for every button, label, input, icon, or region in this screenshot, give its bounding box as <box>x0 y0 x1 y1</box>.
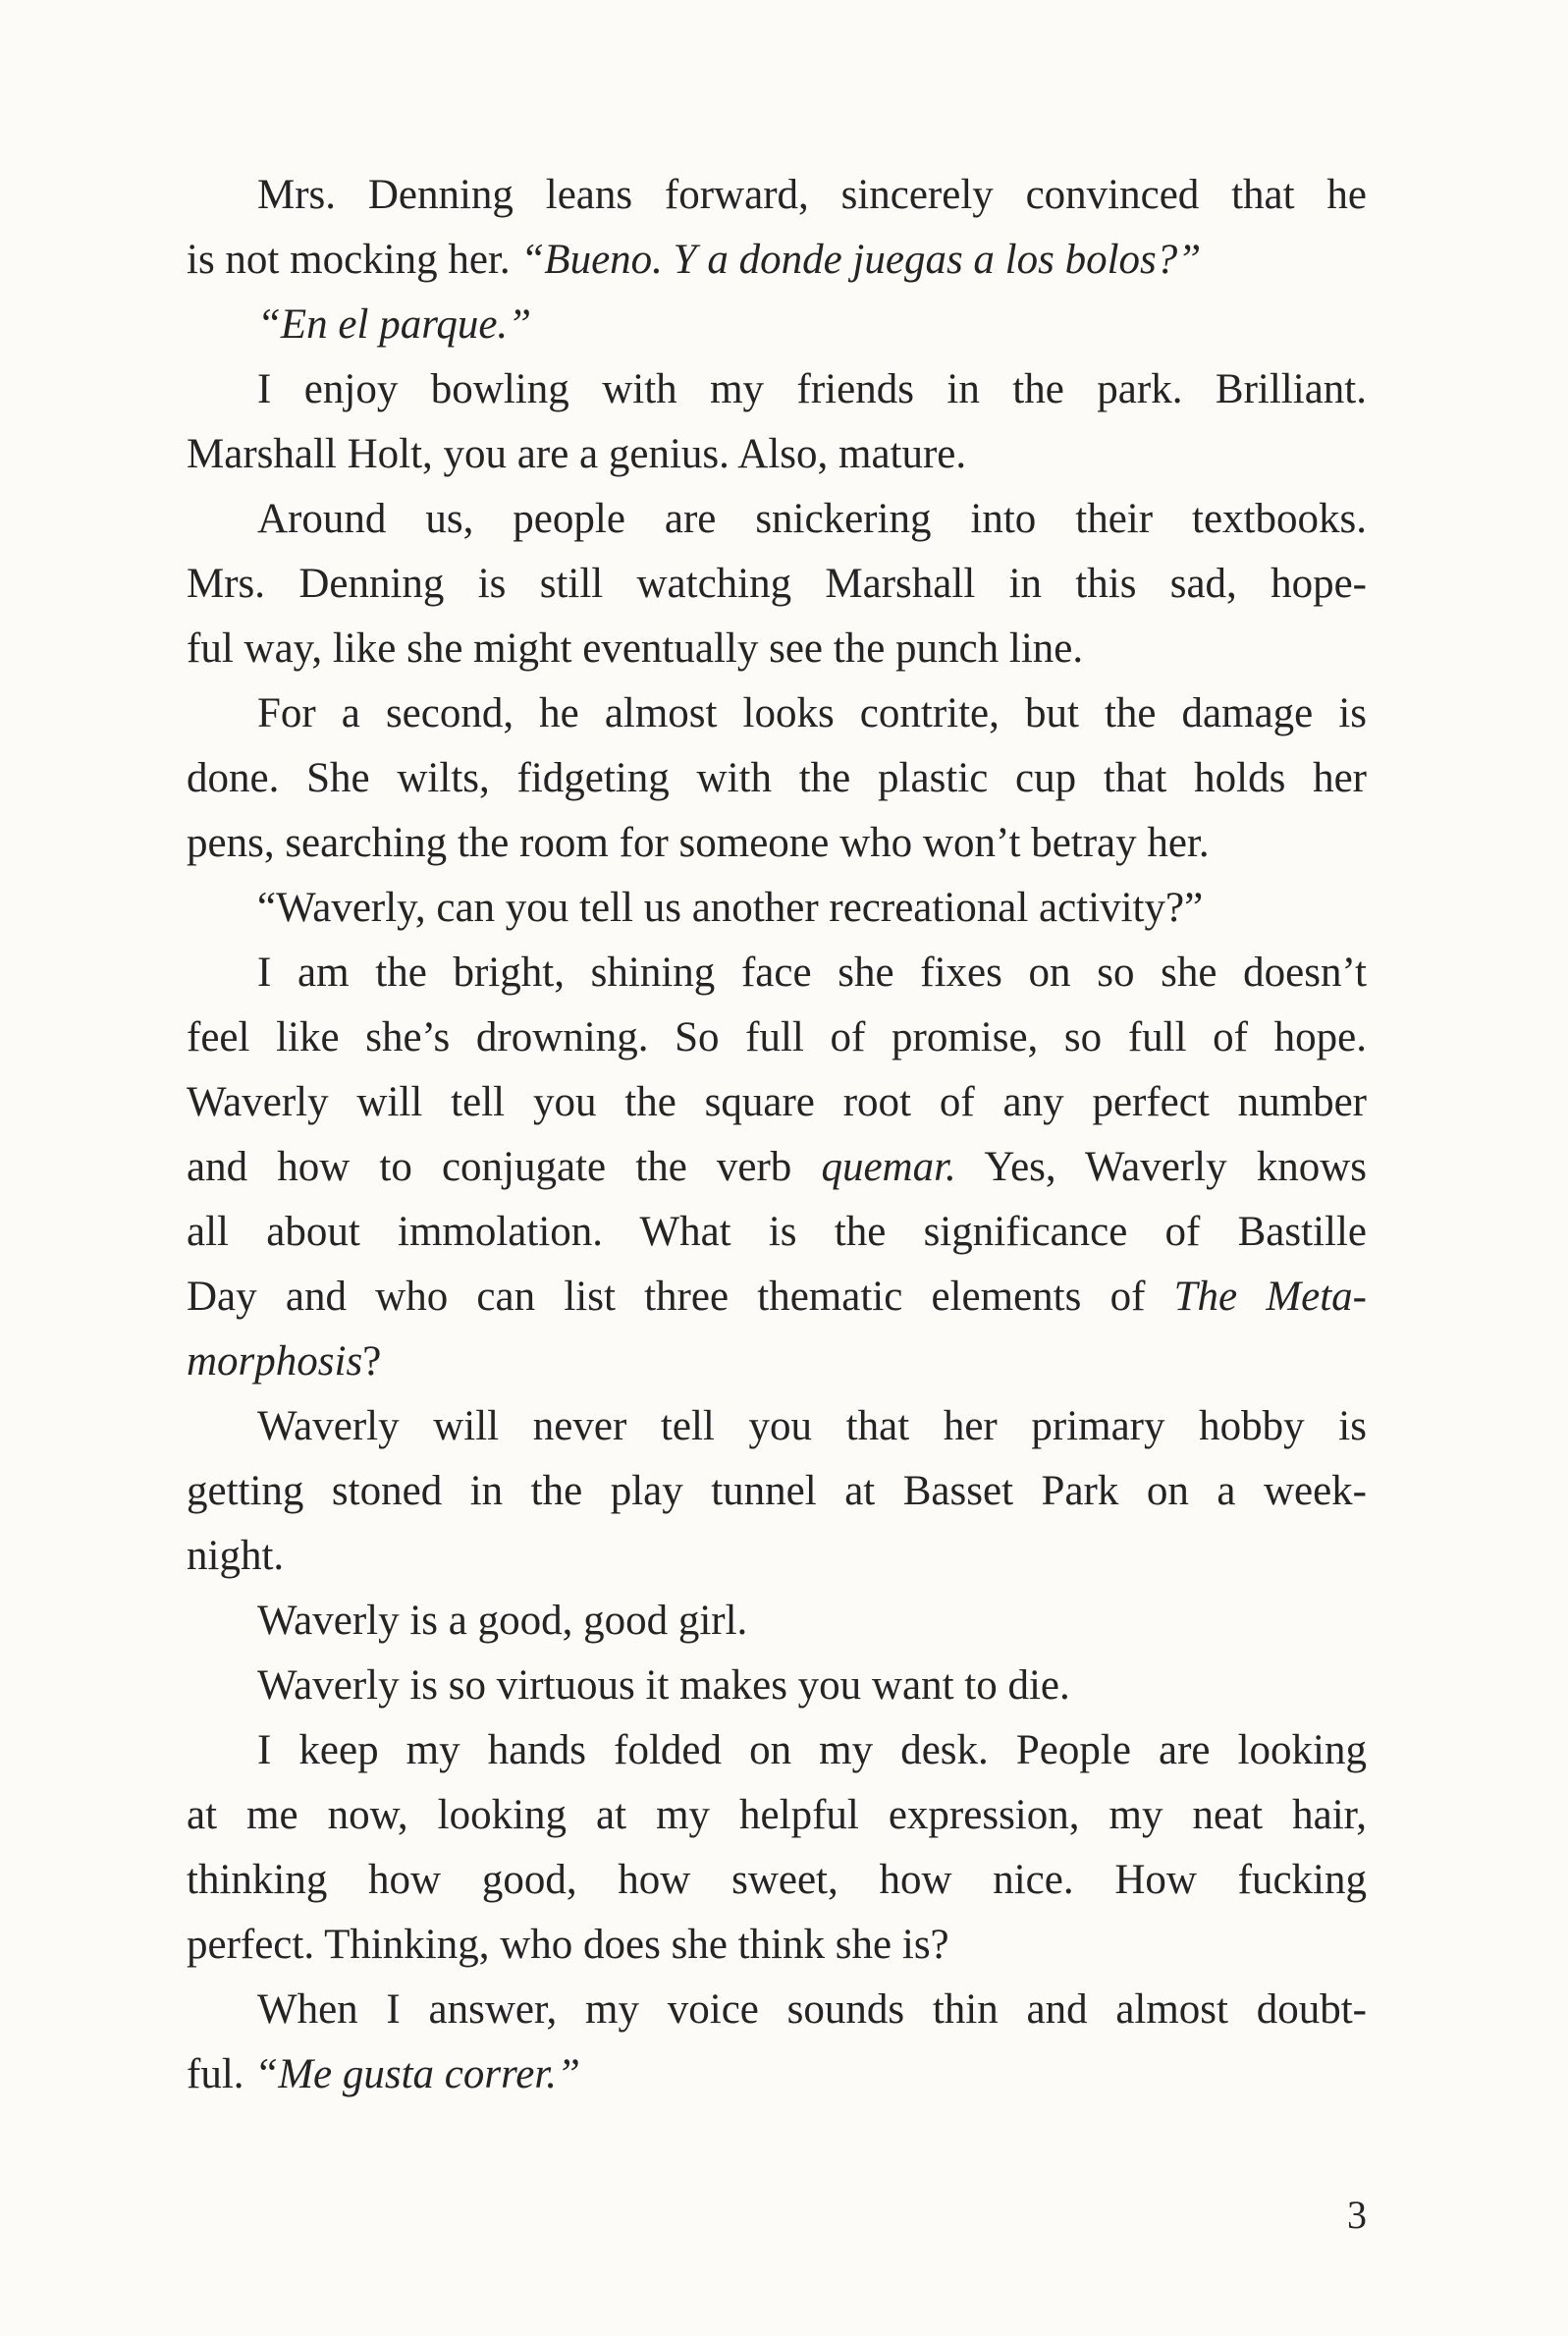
text-span: done. She wilts, fidgeting with the plastic cup that holds her <box>187 755 1367 801</box>
text-line <box>187 293 1367 357</box>
text-span: Waverly will never tell you that her primary hobby is <box>257 1403 1367 1449</box>
text-span: “Waverly, can you tell us another recreational activity?” <box>257 885 1204 931</box>
text-line <box>187 746 1367 811</box>
text-line <box>187 1524 1367 1589</box>
italic-text: quemar. <box>821 1144 956 1190</box>
text-line <box>187 1265 1367 1330</box>
text-span: and how to conjugate the verb <box>187 1144 822 1190</box>
text-span: Mrs. Denning is still watching Marshall in this sad, hope- <box>187 561 1367 607</box>
text-span: I am the bright, shining face she fixes on so she doesn’t <box>257 950 1367 996</box>
text-line <box>187 1718 1367 1783</box>
text-span: Waverly is so virtuous it makes you want to die. <box>257 1662 1070 1709</box>
text-line <box>187 876 1367 941</box>
text-span: I enjoy bowling with my friends in the park. Brilliant. <box>257 366 1367 412</box>
italic-text: “Bueno. Y a donde juegas a los bolos?” <box>520 237 1202 283</box>
text-span: is not mocking her. <box>187 237 521 283</box>
text-line <box>187 1589 1367 1654</box>
italic-text: “En el parque.” <box>257 301 532 348</box>
body-text <box>187 163 1367 2107</box>
text-line <box>187 1005 1367 1070</box>
page-number: 3 <box>1347 2193 1367 2237</box>
text-span: pens, searching the room for someone who won’t betray her. <box>187 820 1210 866</box>
text-line <box>187 1330 1367 1394</box>
text-line <box>187 487 1367 552</box>
text-line <box>187 357 1367 422</box>
text-line <box>187 1913 1367 1978</box>
text-span: ? <box>362 1338 382 1385</box>
text-line <box>187 422 1367 487</box>
text-span: Day and who can list three thematic elements of <box>187 1274 1174 1320</box>
text-line <box>187 1783 1367 1848</box>
text-span: ful way, like she might eventually see the punch line. <box>187 625 1084 672</box>
text-line <box>187 1394 1367 1459</box>
italic-text: The Meta- <box>1173 1274 1367 1320</box>
text-span: Marshall Holt, you are a genius. Also, mature. <box>187 431 967 477</box>
text-line <box>187 1654 1367 1718</box>
text-span: Waverly will tell you the square root of any perfect number <box>187 1079 1367 1125</box>
text-line <box>187 681 1367 746</box>
text-span: perfect. Thinking, who does she think she is? <box>187 1922 949 1968</box>
text-line <box>187 1200 1367 1265</box>
text-line <box>187 163 1367 228</box>
text-span: getting stoned in the play tunnel at Basset Park on a week- <box>187 1468 1367 1514</box>
text-span: For a second, he almost looks contrite, but the damage is <box>257 690 1367 736</box>
text-line <box>187 1978 1367 2042</box>
text-span: thinking how good, how sweet, how nice. How fucking <box>187 1857 1367 1903</box>
text-span: Waverly is a good, good girl. <box>257 1598 748 1644</box>
text-line <box>187 1459 1367 1524</box>
text-line <box>187 2042 1367 2107</box>
text-span: When I answer, my voice sounds thin and almost doubt- <box>257 1986 1367 2033</box>
italic-text: “Me gusta correr.” <box>254 2051 580 2097</box>
text-span: feel like she’s drowning. So full of promise, so full of hope. <box>187 1014 1367 1060</box>
text-span: night. <box>187 1533 285 1579</box>
text-span: Around us, people are snickering into their textbooks. <box>257 496 1367 542</box>
text-line <box>187 811 1367 876</box>
text-span: I keep my hands folded on my desk. People are looking <box>257 1727 1367 1773</box>
text-span: at me now, looking at my helpful expression, my neat hair, <box>187 1792 1367 1838</box>
text-line <box>187 617 1367 681</box>
text-line <box>187 228 1367 293</box>
text-span: Yes, Waverly knows <box>955 1144 1367 1190</box>
text-line <box>187 552 1367 617</box>
text-span: Mrs. Denning leans forward, sincerely convinced that he <box>257 172 1367 218</box>
text-line <box>187 941 1367 1005</box>
text-line <box>187 1848 1367 1913</box>
text-line <box>187 1135 1367 1200</box>
text-span: ful. <box>187 2051 255 2097</box>
italic-text: morphosis <box>187 1338 363 1385</box>
text-line <box>187 1070 1367 1135</box>
text-span: all about immolation. What is the significance of Bastille <box>187 1209 1367 1255</box>
